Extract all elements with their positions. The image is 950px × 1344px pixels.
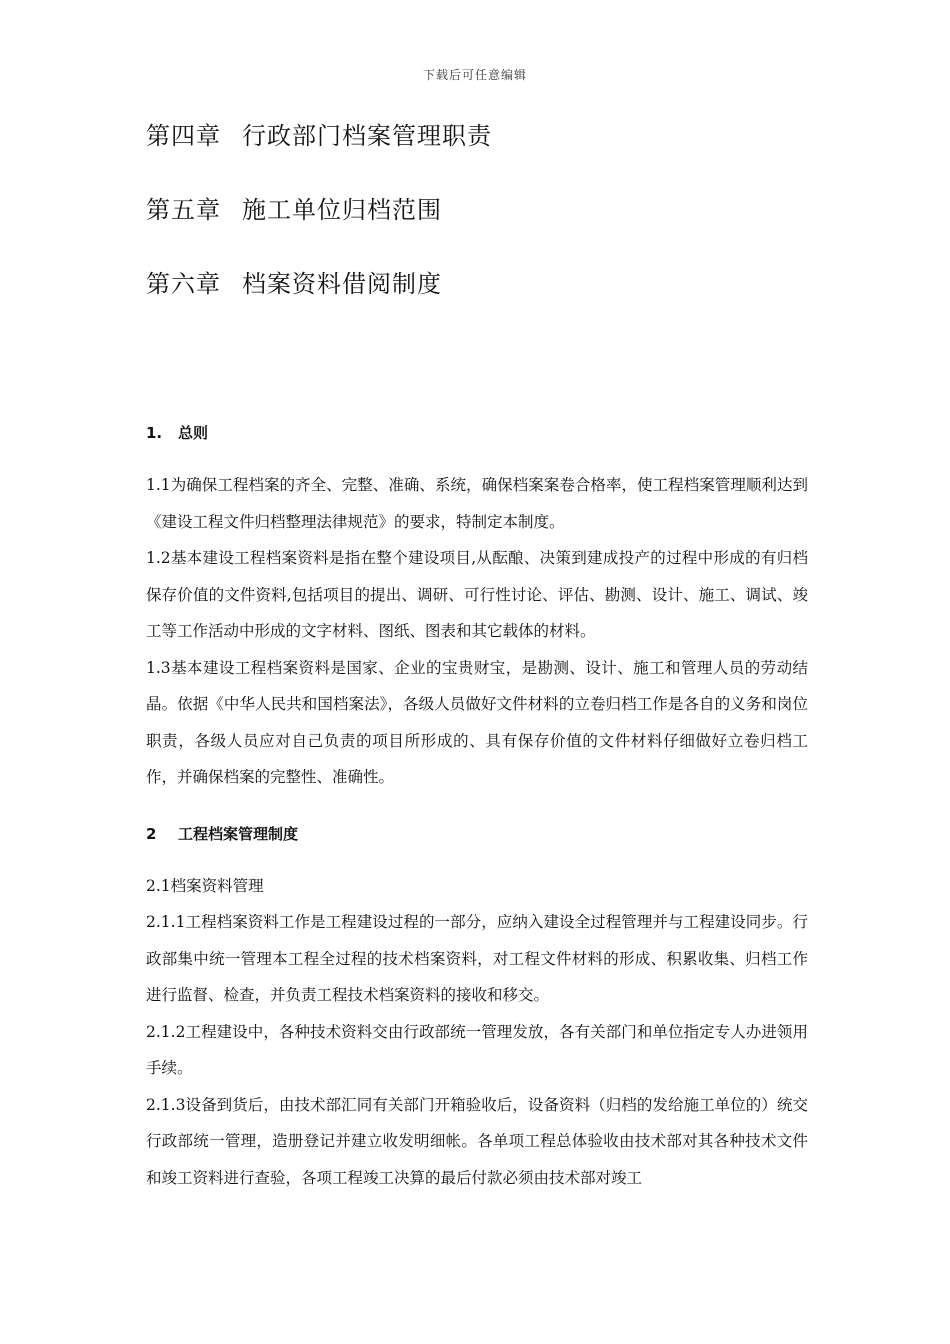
chapter-list bbox=[146, 118, 492, 340]
chapter-number: 第六章 bbox=[146, 270, 221, 298]
paragraph: 2.1.3设备到货后，由技术部汇同有关部门开箱验收后，设备资料（归档的发给施工单位的）统交行政部统一管理，造册登记并建立收发明细帐。各单项工程总体验收由技术部对其各种技术文件和竣工资料进行查验，各项工程竣工决算的最后付款必须由技术部对竣工 bbox=[146, 1095, 808, 1187]
chapter-title: 施工单位归档范围 bbox=[242, 196, 442, 224]
section-title: 工程档案管理制度 bbox=[178, 824, 299, 843]
chapter-item bbox=[146, 192, 492, 228]
chapter-title: 档案资料借阅制度 bbox=[242, 270, 442, 298]
section-number: 1. bbox=[146, 424, 163, 442]
paragraph: 2.1.1工程档案资料工作是工程建设过程的一部分，应纳入建设全过程管理并与工程建设同步。行政部集中统一管理本工程全过程的技术档案资料，对工程文件材料的形成、积累收集、归档工作进行监督、检查，并负责工程技术档案资料的接收和移交。 bbox=[146, 913, 808, 1004]
chapter-item bbox=[146, 266, 492, 302]
chapter-number: 第四章 bbox=[146, 122, 221, 150]
paragraph: 1.3基本建设工程档案资料是国家、企业的宝贵财宝，是勘测、设计、施工和管理人员的劳动结晶。依据《中华人民共和国档案法》，各级人员做好文件材料的立卷归档工作是各自的义务和岗位职责，各级人员应对自己负责的项目所形成的、具有保存价值的文件材料仔细做好立卷归档工作，并确保档案的完整性、准确性。 bbox=[146, 658, 808, 786]
section-heading bbox=[146, 821, 808, 847]
paragraph: 1.2基本建设工程档案资料是指在整个建设项目,从酝酿、决策到建成投产的过程中形成的有归档保存价值的文件资料,包括项目的提出、调研、可行性讨论、评估、勘测、设计、施工、调试、竣工等工作活动中形成的文字材料、图纸、图表和其它载体的材料。 bbox=[146, 549, 808, 640]
chapter-number: 第五章 bbox=[146, 196, 221, 224]
paragraph: 2.1.2工程建设中，各种技术资料交由行政部统一管理发放，各有关部门和单位指定专人办进领用手续。 bbox=[146, 1022, 808, 1077]
section-title: 总则 bbox=[178, 424, 209, 442]
section-number: 2 bbox=[146, 824, 157, 843]
section-heading bbox=[146, 420, 808, 446]
subsection-title: 2.1档案资料管理 bbox=[146, 876, 264, 895]
chapter-item bbox=[146, 118, 492, 154]
page-header-note: 下载后可任意编辑 bbox=[422, 68, 527, 82]
chapter-title: 行政部门档案管理职责 bbox=[242, 122, 492, 150]
paragraph: 1.1为确保工程档案的齐全、完整、准确、系统，确保档案案卷合格率，使工程档案管理顺利达到《建设工程文件归档整理法律规范》的要求，特制定本制度。 bbox=[146, 476, 808, 531]
document-body bbox=[146, 420, 808, 1196]
